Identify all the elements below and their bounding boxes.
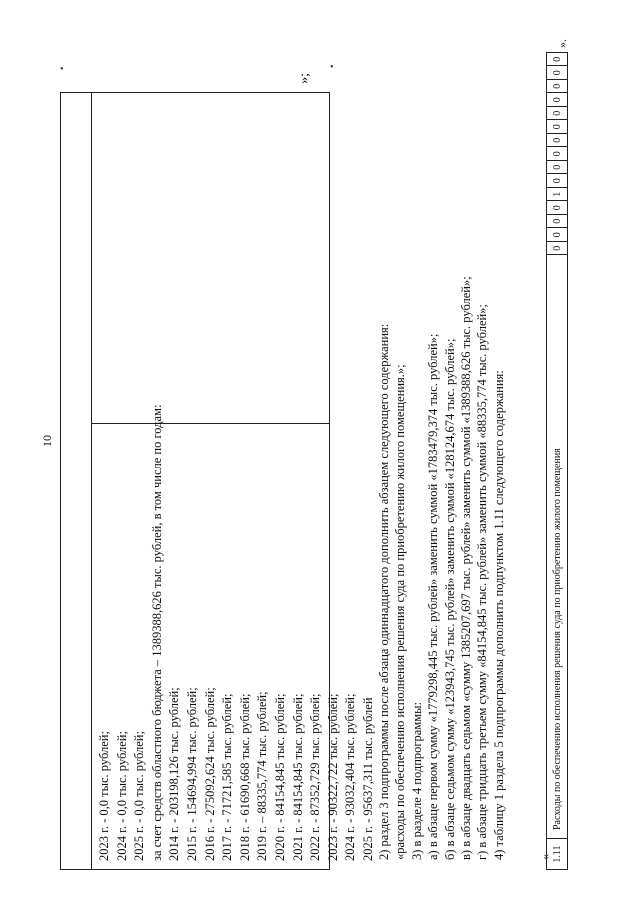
list-item: 2022 г. - 87352,729 тыс. рублей; [308, 693, 323, 861]
list-item: 2016 г. - 275092,624 тыс. рублей; [202, 687, 217, 861]
scan-mark: • [60, 64, 64, 75]
funding-table [60, 73, 375, 870]
list-item: 2019 г. – 88335,774 тыс. рублей; [255, 691, 270, 861]
list-item: 2014 г. - 203198,126 тыс. рублей; [167, 687, 182, 861]
list-item: 2024 г. - 0,0 тыс. рублей; [114, 731, 129, 861]
row-value: 0 [551, 56, 563, 62]
amendments-text [376, 80, 507, 860]
list-item: за счет средств областного бюджета – 1389388,626 тыс. рублей, в том числе по годам: [149, 404, 164, 861]
row-value: 0 [547, 66, 567, 80]
row-value: 0 [547, 106, 567, 120]
row-number: 1.11 [547, 838, 567, 869]
amendment-line: а) в абзаце первом сумму «1779298,445 тыс. рублей» заменить суммой «1783479,374 тыс. рублей»; [426, 333, 441, 860]
list-item: 2020 г. - 84154,845 тыс. рублей; [272, 693, 287, 861]
table-divider [91, 93, 92, 869]
row-value: 0 [547, 174, 567, 188]
list-item: 2025 г. - 95637,311 тыс. рублей [360, 697, 375, 861]
row-value: 0 [547, 147, 567, 161]
amendment-line: «расходы по обеспечению исполнения решения суда по приобретению жилого помещения.»; [393, 364, 408, 860]
list-item: 2023 г. - 0,0 тыс. рублей; [97, 731, 111, 861]
list-item: 2025 г. - 0,0 тыс. рублей; [132, 731, 147, 861]
page-number: 10 [40, 435, 54, 447]
row-value: 0 [547, 160, 567, 174]
table-row [546, 52, 568, 870]
amendment-line: в) в абзаце двадцать седьмом «сумму 1385207,697 тыс. рублей» заменить суммой «1389388,626 тыс. рублей»; [459, 276, 474, 860]
row-value: 1 [547, 187, 567, 201]
row-description: Расходы по обеспечению исполнения решения суда по приобретению жилого помещения [547, 255, 567, 839]
amendment-line: 4) таблицу 1 раздела 5 подпрограммы дополнить подпунктом 1.11 следующего содержания: [491, 370, 506, 860]
row-value: 0 [547, 93, 567, 107]
row-value: 0 [547, 214, 567, 228]
amendment-line: б) в абзаце седьмом сумму «123943,745 тыс. рублей» заменить суммой «128124,674 тыс. рублей»; [442, 338, 457, 860]
table-divider [91, 423, 329, 424]
closing-quote: ». [555, 39, 569, 48]
list-item: 2018 г. - 61690,668 тыс. рублей; [237, 693, 252, 861]
list-item: 2021 г. - 84154,845 тыс. рублей; [290, 693, 305, 861]
row-value: 0 [547, 228, 567, 242]
row-value: 0 [547, 241, 567, 255]
row-value: 0 [547, 79, 567, 93]
funding-by-year-list [96, 404, 378, 861]
row-value: 0 [547, 120, 567, 134]
amendment-line: г) в абзаце тридцать третьем сумму «84154,845 тыс. рублей» заменить суммой «88335,774 тыс. рублей»; [475, 304, 490, 860]
list-item: 2024 г. - 93032,404 тыс. рублей; [343, 693, 358, 861]
opening-quote: « [538, 854, 552, 860]
list-item: 2017 г. - 71721,585 тыс. рублей; [220, 693, 235, 861]
amendment-line: 2) раздел 3 подпрограммы после абзаца одиннадцатого дополнить абзацем следующего содержания: [377, 323, 391, 860]
list-item: 2015 г. - 154694,994 тыс. рублей; [184, 687, 199, 861]
scan-mark: • [330, 62, 334, 73]
list-item: 2023 г. - 90322,722 тыс. рублей; [325, 693, 340, 861]
row-value: 0 [547, 201, 567, 215]
row-value: 0 [547, 133, 567, 147]
rotated-page-content [60, 39, 580, 870]
closing-quote: »; [297, 73, 312, 84]
amendment-line: 3) в разделе 4 подпрограммы: [409, 701, 424, 860]
